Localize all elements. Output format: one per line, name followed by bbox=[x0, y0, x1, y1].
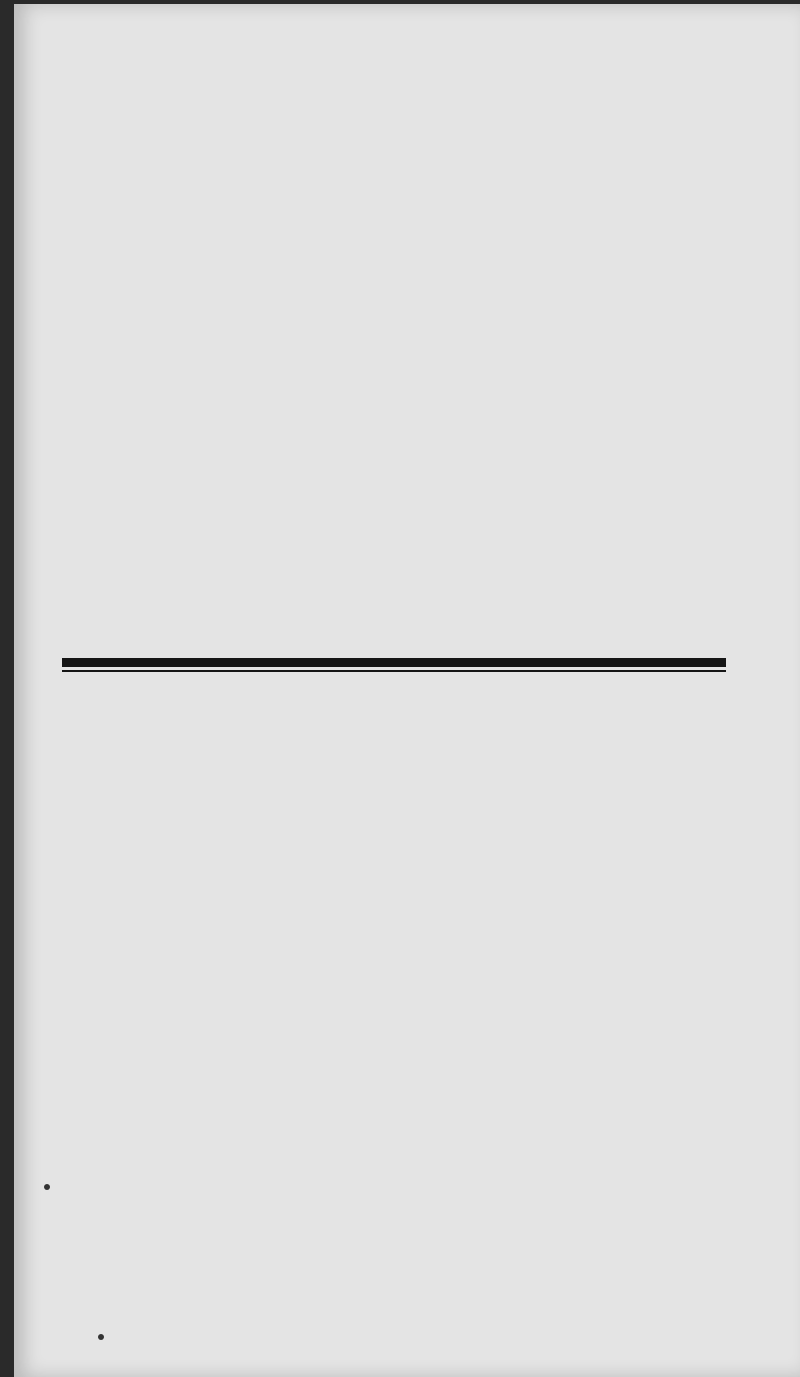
book-page bbox=[14, 4, 800, 1377]
section-rule bbox=[62, 658, 726, 667]
ink-speck bbox=[44, 1184, 50, 1190]
section-rule-thin bbox=[62, 670, 726, 672]
page-header bbox=[146, 50, 706, 96]
ink-speck bbox=[98, 1334, 104, 1340]
